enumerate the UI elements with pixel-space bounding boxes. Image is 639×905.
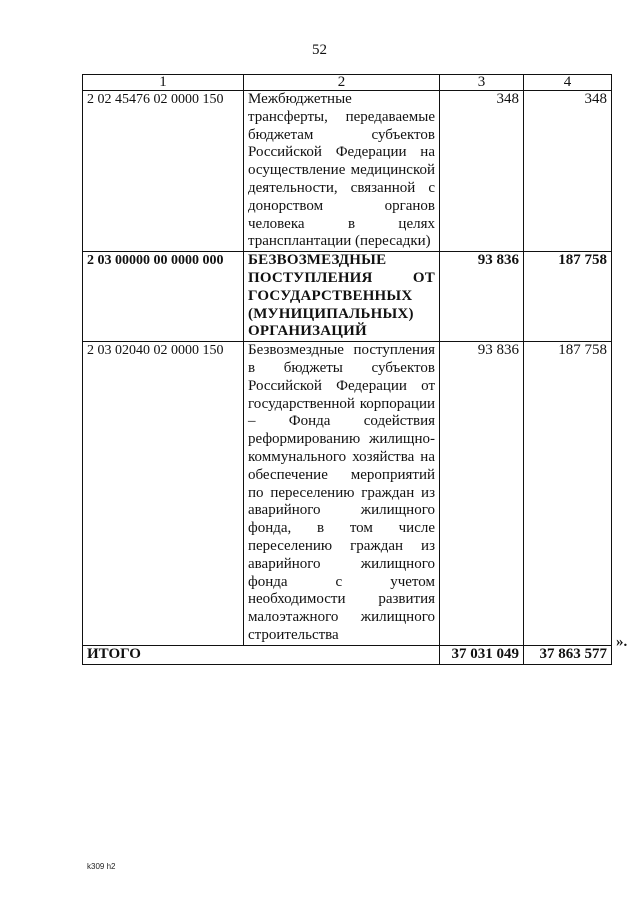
total-value-col3: 37 031 049 bbox=[440, 645, 524, 664]
row-code: 2 03 00000 00 0000 000 bbox=[83, 252, 244, 342]
column-header-3: 3 bbox=[440, 75, 524, 91]
column-header-4: 4 bbox=[524, 75, 612, 91]
row-code: 2 03 02040 02 0000 150 bbox=[83, 342, 244, 646]
total-row bbox=[83, 645, 612, 664]
table-row bbox=[83, 252, 612, 342]
row-name: БЕЗВОЗМЕЗДНЫЕ ПОСТУПЛЕНИЯ ОТ ГОСУДАРСТВЕННЫХ (МУНИЦИПАЛЬНЫХ) ОРГАНИЗАЦИЙ bbox=[244, 252, 440, 342]
total-value-col4: 37 863 577 bbox=[524, 645, 612, 664]
column-header-2: 2 bbox=[244, 75, 440, 91]
table-header-row bbox=[83, 75, 612, 91]
page-number: 52 bbox=[312, 42, 327, 58]
document-footer-code: k309 h2 bbox=[87, 862, 116, 871]
row-value-col3: 93 836 bbox=[440, 252, 524, 342]
row-name: Межбюджетные трансферты, передаваемые бюджетам субъектов Российской Федерации на осуществление медицинской деятельности, связанной с донорством органов человека в целях трансплантации (пересадки) bbox=[244, 91, 440, 252]
row-value-col4: 187 758 bbox=[524, 252, 612, 342]
row-value-col4: 348 bbox=[524, 91, 612, 252]
table-row bbox=[83, 91, 612, 252]
row-value-col4: 187 758 bbox=[524, 342, 612, 646]
row-value-col3: 348 bbox=[440, 91, 524, 252]
row-value-col3: 93 836 bbox=[440, 342, 524, 646]
total-label: ИТОГО bbox=[83, 645, 440, 664]
row-code: 2 02 45476 02 0000 150 bbox=[83, 91, 244, 252]
table-row bbox=[83, 342, 612, 646]
row-name: Безвозмездные поступления в бюджеты субъектов Российской Федерации от государственной корпорации – Фонда содействия реформированию жилищно-коммунального хозяйства на обеспечение мероприятий по переселению граждан из аварийного жилищного фонда, в том числе переселению граждан из аварийного жилищного фонда с учетом необходимости развития малоэтажного жилищного строительства bbox=[244, 342, 440, 646]
column-header-1: 1 bbox=[83, 75, 244, 91]
closing-quote: ». bbox=[616, 634, 628, 650]
budget-table bbox=[82, 74, 612, 665]
